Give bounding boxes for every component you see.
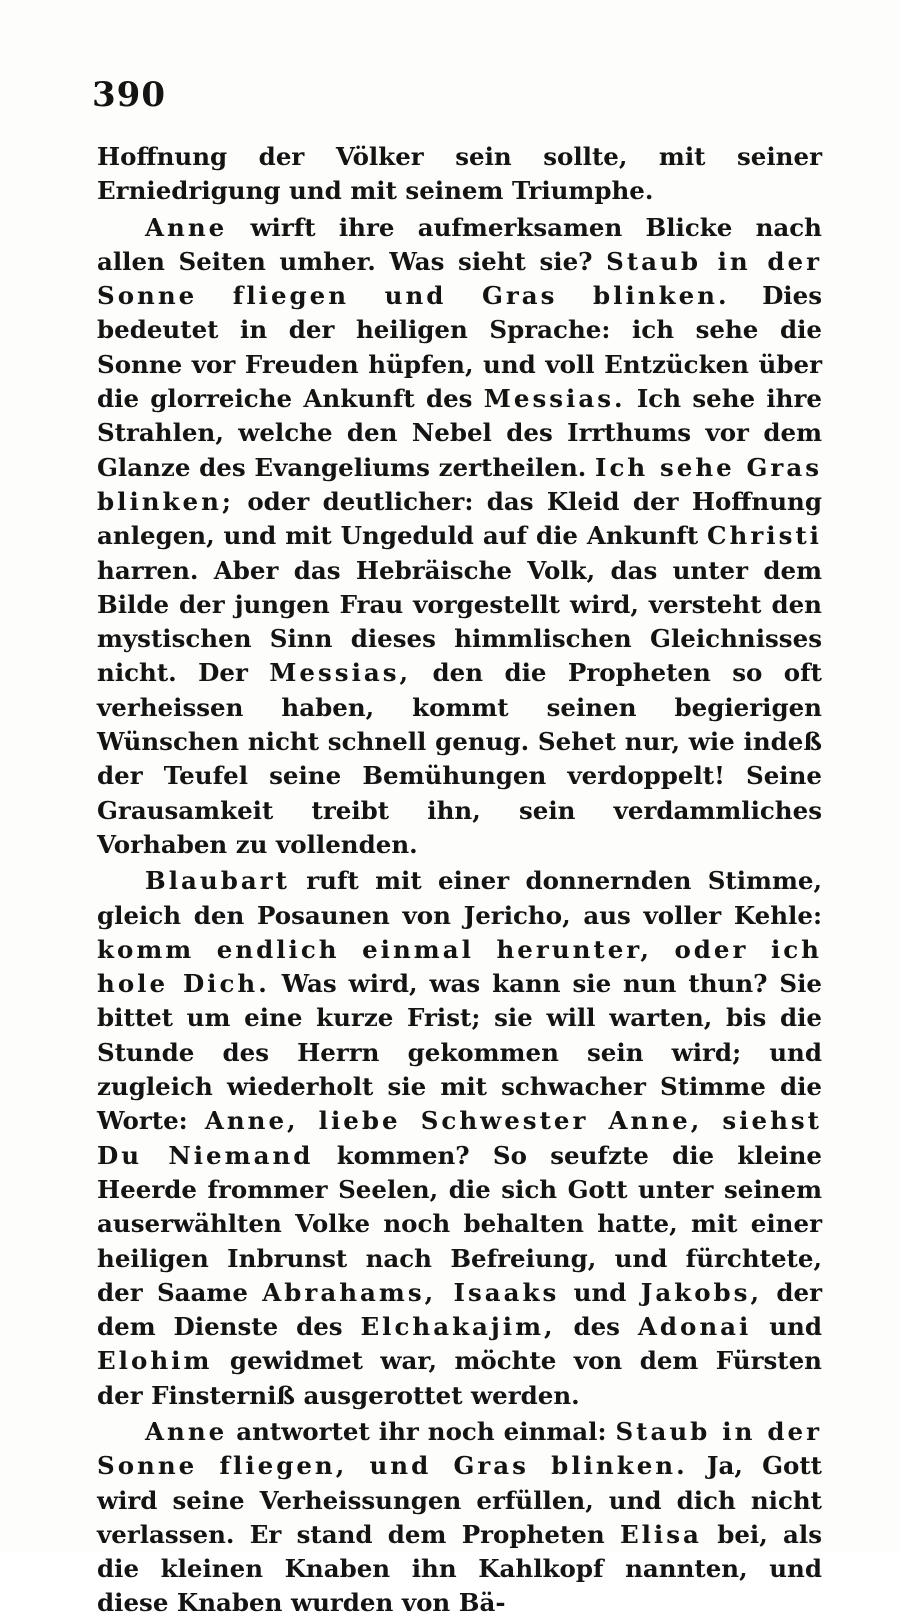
text-run: den die Propheten so oft verheissen haben, kommt seinen begierigen Wünschen nicht schnell genug. Sehet nur, wie indeß der Teufel seine Bemühungen verdoppelt! Seine Grausamkeit treibt ihn, sein verdammliches Vorhaben zu vollenden. xyxy=(97,658,822,859)
emphasized-text: Blaubart xyxy=(145,866,290,896)
emphasized-text: Ich sehe Gras blinken; xyxy=(97,452,823,516)
text-run: Ja, Gott wird seine Verheissungen erfüllen, und dich nicht verlassen. Er stand dem Propheten xyxy=(97,1451,822,1549)
text-run: des xyxy=(555,1312,638,1342)
emphasized-text: Messias, xyxy=(269,658,412,688)
text-run: ruft mit einer donnernden Stimme, gleich den Posaunen von Jericho, aus voller Kehle: xyxy=(97,866,822,930)
text-run: harren. Aber das Hebräische Volk, das unter dem Bilde der jungen Frau vorgestellt wird, versteht den mystischen Sinn dieses himmlischen Gleichnisses nicht. Der xyxy=(97,555,822,688)
body-text xyxy=(97,140,822,1621)
text-run: oder deutlicher: das Kleid der Hoffnung anlegen, und mit Ungeduld auf die Ankunft xyxy=(97,486,822,551)
text-run: gewidmet war, möchte von dem Fürsten der Finsterniß ausgerottet werden. xyxy=(97,1346,822,1410)
text-run: wirft ihre aufmerksamen Blicke nach allen Seiten umher. Was sieht sie? xyxy=(97,212,822,276)
text-run: Hoffnung der Völker sein sollte, mit seiner Erniedrigung und mit seinem Triumphe. xyxy=(97,142,822,206)
emphasized-text: komm endlich einmal herunter, oder ich hole Dich. xyxy=(97,934,822,999)
emphasized-text: Elchakajim, xyxy=(360,1312,556,1342)
paragraph xyxy=(97,1415,822,1621)
emphasized-text: Staub in der Sonne fliegen und Gras blinken. xyxy=(97,246,822,311)
text-run: kommen? So seufzte die kleine Heerde frommer Seelen, die sich Gott unter seinem auserwählten Volke noch behalten hatte, mit einer heiligen Inbrunst nach Befreiung, und fürchtete, der Saame xyxy=(97,1140,822,1307)
emphasized-text: Anne xyxy=(145,1416,228,1446)
paragraph xyxy=(97,140,822,209)
paragraph xyxy=(97,864,822,1413)
emphasized-text: Messias. xyxy=(483,384,626,414)
emphasized-text: Elisa xyxy=(619,1519,702,1549)
text-run: der dem Dienste des xyxy=(97,1277,822,1342)
text-run: und xyxy=(751,1312,822,1342)
emphasized-text: Adonai xyxy=(637,1312,752,1342)
emphasized-text: Staub in der Sonne fliegen, und Gras blinken. xyxy=(97,1416,822,1481)
text-run: bei, als die kleinen Knaben ihn Kahlkopf nannten, und diese Knaben wurden von Bä- xyxy=(97,1519,823,1618)
text-run: Dies bedeutet in der heiligen Sprache: ich sehe die Sonne vor Freuden hüpfen, und voll Entzücken über die glorreiche Ankunft des xyxy=(97,281,822,414)
emphasized-text: Christi xyxy=(707,521,822,551)
text-run: Ich sehe ihre Strahlen, welche den Nebel des Irrthums vor dem Glanze des Evangeliums zertheilen. xyxy=(97,384,822,482)
paragraph xyxy=(97,211,822,863)
text-run: antwortet ihr noch einmal: xyxy=(227,1416,616,1446)
emphasized-text: Elohim xyxy=(97,1346,213,1376)
text-run: Was wird, was kann sie nun thun? Sie bittet um eine kurze Frist; sie will warten, bis die Stunde des Herrn gekommen sein wird; und zugleich wiederholt sie mit schwacher Stimme die Worte: xyxy=(97,969,822,1136)
text-run: und xyxy=(559,1277,641,1307)
emphasized-text: Anne, liebe Schwester Anne, siehst Du Niemand xyxy=(97,1106,822,1170)
page-number: 390 xyxy=(92,75,166,115)
emphasized-text: Abrahams, Isaaks xyxy=(262,1277,560,1307)
emphasized-text: Anne xyxy=(145,212,228,242)
emphasized-text: Jakobs, xyxy=(640,1277,762,1307)
